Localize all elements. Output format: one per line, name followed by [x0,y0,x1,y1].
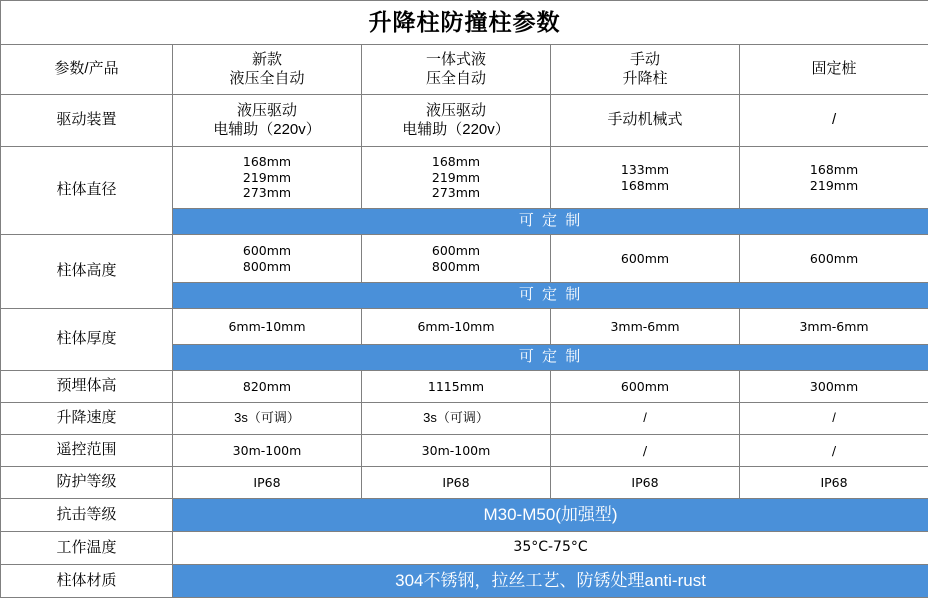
row-label: 柱体材质 [1,565,173,598]
header-cell-c [551,45,740,95]
row-label: 防护等级 [1,467,173,499]
cell-line: 液压驱动 [425,101,486,119]
table-row [1,147,928,209]
cell-line: 600mm [431,242,481,258]
cell-value [740,147,928,209]
row-label: 柱体厚度 [1,309,173,371]
table-row [1,565,928,598]
cell-line: 219mm [431,169,481,185]
cell-line: 800mm [242,258,292,274]
cell-value: 30m-100m [173,435,362,467]
cell-line: 168mm [431,154,481,170]
header-cell-b [362,45,551,95]
table-row [1,235,928,283]
header-line: 固定桩 [811,60,857,78]
row-label: 柱体直径 [1,147,173,235]
cell-value [173,235,362,283]
header-line: 手动 [629,50,660,68]
header-line: 压全自动 [425,69,486,87]
custom-note: 可 定 制 [173,209,928,235]
cell-value: 1115mm [362,371,551,403]
cell-line: 168mm [242,154,292,170]
header-cell-d [740,45,928,95]
cell-line: 液压驱动 [236,101,297,119]
cell-value: IP68 [740,467,928,499]
row-label: 预埋体高 [1,371,173,403]
cell-value: IP68 [173,467,362,499]
cell-value: IP68 [551,467,740,499]
cell-value: 3mm-6mm [551,309,740,345]
cell-value: 手动机械式 [551,95,740,147]
row-label: 驱动装置 [1,95,173,147]
cell-value: 30m-100m [362,435,551,467]
cell-value: / [740,403,928,435]
cell-line: 电辅助（220v） [402,120,510,138]
custom-note: 可 定 制 [173,283,928,309]
row-label: 抗击等级 [1,499,173,532]
table-row [1,95,928,147]
header-line: 一体式液 [425,50,486,68]
cell-value: 6mm-10mm [173,309,362,345]
table-row [1,467,928,499]
cell-value: 35°C-75°C [173,532,928,565]
header-row [1,45,928,95]
row-label: 工作温度 [1,532,173,565]
cell-value: 600mm [551,371,740,403]
cell-value: 820mm [173,371,362,403]
header-cell-label [1,45,173,95]
cell-value: 300mm [740,371,928,403]
header-line: 液压全自动 [229,69,305,87]
cell-line: 219mm [242,169,292,185]
table-row [1,403,928,435]
cell-line: 273mm [431,185,481,201]
cell-value: 600mm [551,235,740,283]
table-row [1,435,928,467]
cell-line: 600mm [242,242,292,258]
cell-line: 168mm [620,177,670,193]
cell-value: / [551,403,740,435]
cell-value [173,95,362,147]
cell-value [362,95,551,147]
header-line: 升降柱 [622,69,668,87]
cell-value [362,147,551,209]
header-line: 参数/产品 [54,60,119,78]
page-title: 升降柱防撞柱参数 [1,1,928,45]
cell-value: IP68 [362,467,551,499]
cell-line: 273mm [242,185,292,201]
table-row [1,371,928,403]
cell-line: 219mm [809,177,859,193]
cell-value: 304不锈钢，拉丝工艺、防锈处理anti-rust [173,565,928,598]
header-cell-a [173,45,362,95]
cell-line: 800mm [431,258,481,274]
cell-value: 6mm-10mm [362,309,551,345]
cell-line: 168mm [809,161,859,177]
cell-line: 133mm [620,161,670,177]
cell-value: / [740,95,928,147]
cell-value [362,235,551,283]
row-label: 升降速度 [1,403,173,435]
table-row [1,309,928,345]
row-label: 遥控范围 [1,435,173,467]
cell-value: 600mm [740,235,928,283]
cell-value: 3mm-6mm [740,309,928,345]
cell-value [551,147,740,209]
cell-value: / [551,435,740,467]
table-row [1,532,928,565]
title-row [1,1,928,45]
cell-value: / [740,435,928,467]
header-line: 新款 [251,50,282,68]
cell-value: 3s（可调） [173,403,362,435]
table-row [1,499,928,532]
cell-value: M30-M50(加强型) [173,499,928,532]
row-label: 柱体高度 [1,235,173,309]
cell-value [173,147,362,209]
custom-note: 可 定 制 [173,345,928,371]
cell-value: 3s（可调） [362,403,551,435]
cell-line: 电辅助（220v） [213,120,321,138]
